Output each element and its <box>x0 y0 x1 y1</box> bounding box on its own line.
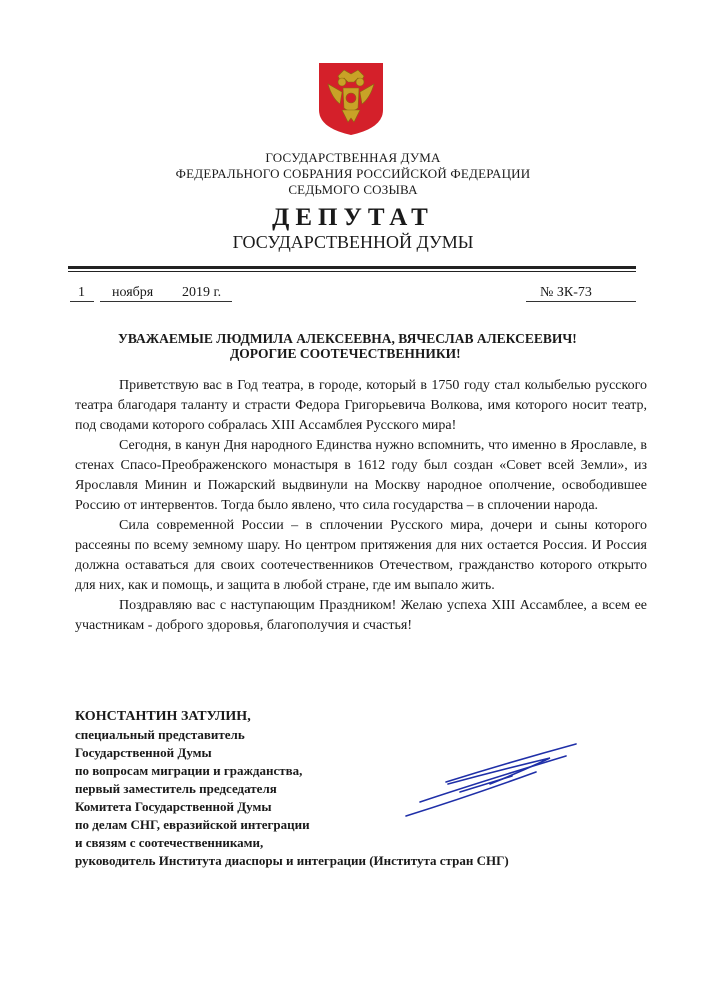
signer-title-line-5: Комитета Государственной Думы <box>75 799 272 814</box>
body-paragraph-2: Сегодня, в канун Дня народного Единства нужно вспомнить, что именно в Ярославле, в стенах Спасо-Преображенского монастыря в 1612 году был создан «Совет всей Земли», из Ярославля Минин и Пожарский выдвинули на Москву народное ополчение, освободившее Россию от интервентов. Тогда было явлено, что сила государства – в сплочении народа. <box>75 438 647 513</box>
date-year: 2019 г. <box>182 285 222 300</box>
signer-title-line-8: руководитель Института диаспоры и интеграции (Института стран СНГ) <box>75 853 509 868</box>
signer-title-line-4: первый заместитель председателя <box>75 781 277 796</box>
greeting-line-1: УВАЖАЕМЫЕ ЛЮДМИЛА АЛЕКСЕЕВНА, ВЯЧЕСЛАВ АЛЕКСЕЕВИЧ! <box>118 331 577 346</box>
handwritten-signature <box>400 740 580 820</box>
signer-name: КОНСТАНТИН ЗАТУЛИН, <box>75 709 251 724</box>
date-month: ноября <box>112 285 154 300</box>
letter-body <box>75 376 647 636</box>
page-subtitle: ГОСУДАРСТВЕННОЙ ДУМЫ <box>232 232 474 252</box>
page-title: ДЕПУТАТ <box>272 204 434 231</box>
body-paragraph-3: Сила современной России – в сплочении Русского мира, дочери и сыны которого рассеяны по всему земному шару. Но центром притяжения для них остается Россия. И Россия должна оставаться для своих соотечественников Отечеством, гражданство которого открыто для них, как и помощь, и защита в любой стране, где им выпало жить. <box>75 518 647 593</box>
org-line-1: ГОСУДАРСТВЕННАЯ ДУМА <box>265 150 441 165</box>
coat-of-arms-emblem <box>318 62 384 136</box>
greeting-line-2: ДОРОГИЕ СООТЕЧЕСТВЕННИКИ! <box>230 346 461 361</box>
org-line-3: СЕДЬМОГО СОЗЫВА <box>288 182 418 197</box>
date-day-underline <box>70 301 94 302</box>
body-paragraph-4: Поздравляю вас с наступающим Праздником! Желаю успеха XIII Ассамблее, а всем ее участникам - доброго здоровья, благополучия и счастья! <box>75 598 647 633</box>
org-line-2: ФЕДЕРАЛЬНОГО СОБРАНИЯ РОССИЙСКОЙ ФЕДЕРАЦИИ <box>175 166 531 181</box>
body-paragraph-1: Приветствую вас в Год театра, в городе, который в 1750 году стал колыбелью русского театра благодаря таланту и страсти Федора Григорьевича Волкова, имя которого носит театр, под сводами которого собралась XIII Ассамблея Русского мира! <box>75 378 647 433</box>
signer-title-line-6: по делам СНГ, евразийской интеграции <box>75 817 310 832</box>
signer-title-line-7: и связям с соотечественниками, <box>75 835 264 850</box>
date-month-underline <box>100 301 232 302</box>
date-day: 1 <box>78 285 85 300</box>
signer-title-line-3: по вопросам миграции и гражданства, <box>75 763 303 778</box>
header-divider-thin <box>68 271 636 272</box>
signer-title-line-1: специальный представитель <box>75 727 245 742</box>
letter-number: № ЗК-73 <box>540 285 592 300</box>
header-divider-thick <box>68 266 636 269</box>
signer-title-line-2: Государственной Думы <box>75 745 212 760</box>
number-underline <box>526 301 636 302</box>
